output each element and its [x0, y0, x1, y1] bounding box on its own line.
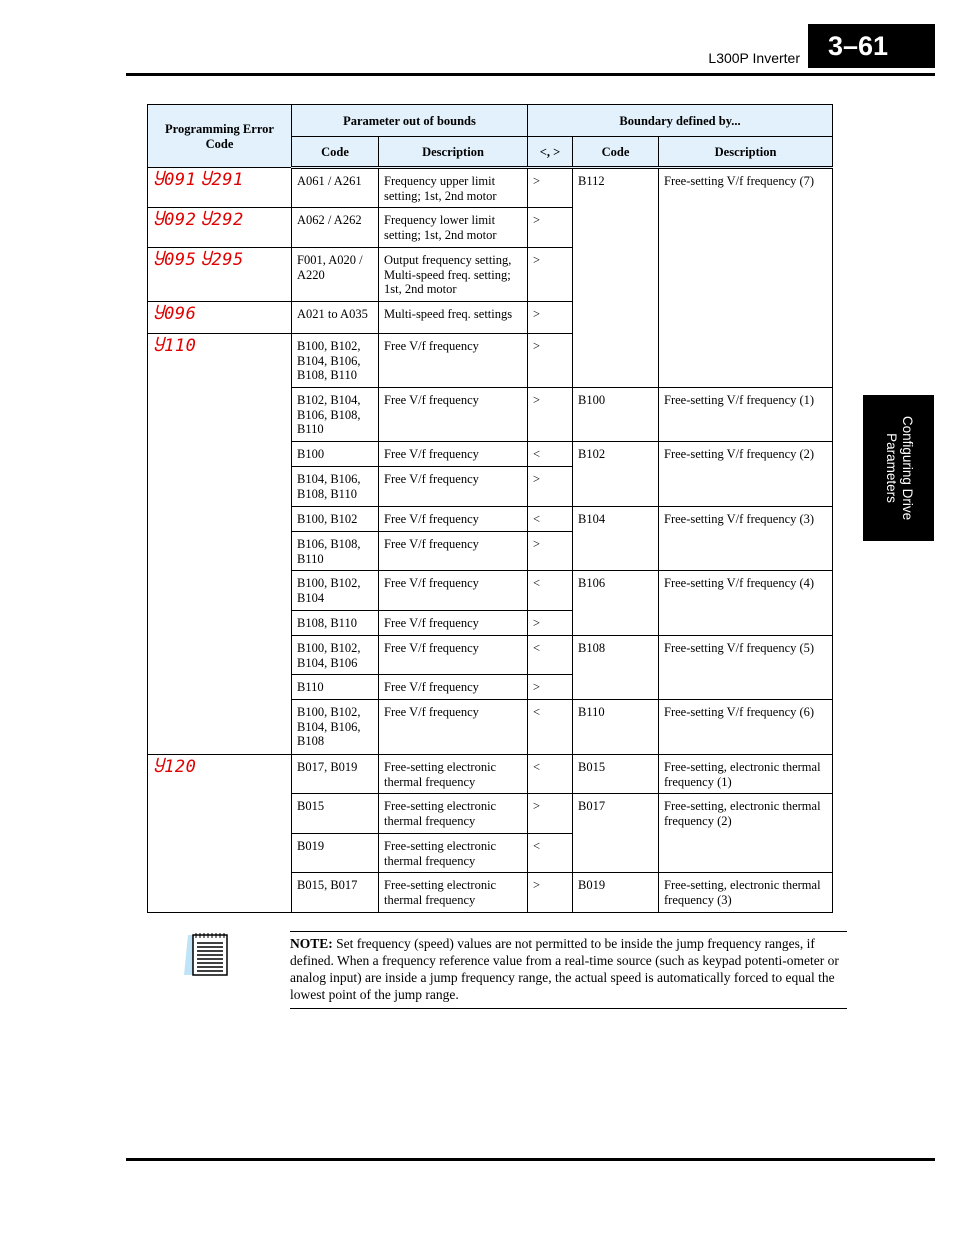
table-row: B015 Free-setting electronic thermal frequency > B017 Free-setting, electronic thermal frequency (2) — [148, 794, 833, 834]
table-row: B100 Free V/f frequency < B102 Free-setting V/f frequency (2) — [148, 442, 833, 467]
note-rule-bottom — [290, 1008, 847, 1009]
table-row: B106, B108, B110 Free V/f frequency > — [148, 532, 833, 571]
notepad-icon — [184, 931, 230, 977]
table-row: Ⴘ095 Ⴘ295 F001, A020 / A220 Output frequency setting, Multi-speed freq. setting; 1st, 2nd motor > — [148, 248, 833, 302]
parameter-bounds-table — [147, 104, 833, 913]
error-code-cell: Ⴘ095 Ⴘ295 — [148, 248, 292, 302]
chapter-tab — [863, 395, 934, 541]
table-row: B104, B106, B108, B110 Free V/f frequency > — [148, 467, 833, 507]
table-row: B019 Free-setting electronic thermal frequency < — [148, 834, 833, 873]
table-row: B102, B104, B106, B108, B110 Free V/f frequency > B100 Free-setting V/f frequency (1) — [148, 388, 833, 442]
manual-title: L300P Inverter — [708, 50, 800, 66]
table-row: Ⴘ091 Ⴘ291 A061 / A261 Frequency upper limit setting; 1st, 2nd motor > B112 Free-setting V/f frequency (7) — [148, 168, 833, 208]
table-row: B108, B110 Free V/f frequency > — [148, 611, 833, 636]
col-boundary-description: Description — [659, 137, 833, 168]
col-boundary-code: Code — [573, 137, 659, 168]
table-row: B100, B102 Free V/f frequency < B104 Free-setting V/f frequency (3) — [148, 507, 833, 532]
table-row: Ⴘ110 B100, B102, B104, B106, B108, B110 Free V/f frequency > — [148, 334, 833, 388]
footer-rule — [126, 1158, 935, 1161]
table-row: Ⴘ096 A021 to A035 Multi-speed freq. settings > — [148, 302, 833, 334]
error-code-cell: Ⴘ096 — [148, 302, 292, 334]
col-boundary: Boundary defined by... — [528, 105, 833, 137]
table-row: Ⴘ120 B017, B019 Free-setting electronic thermal frequency < B015 Free-setting, electronic thermal frequency (1) — [148, 755, 833, 794]
note-paragraph: NOTE: Set frequency (speed) values are not permitted to be inside the jump frequency ranges, if defined. When a frequency reference value from a real-time source (such as keypad potenti-ometer or analog input) are inside a jump frequency range, the actual speed is automatically forced to equal the lowest point of the jump range. — [290, 936, 839, 1002]
error-code-cell: Ⴘ091 Ⴘ291 — [148, 168, 292, 208]
table-row: B100, B102, B104, B106, B108 Free V/f frequency < B110 Free-setting V/f frequency (6) — [148, 700, 833, 755]
table-row: B015, B017 Free-setting electronic thermal frequency > B019 Free-setting, electronic thermal frequency (3) — [148, 873, 833, 913]
table-row: Ⴘ092 Ⴘ292 A062 / A262 Frequency lower limit setting; 1st, 2nd motor > — [148, 208, 833, 248]
col-compare: <, > — [528, 137, 573, 168]
chapter-tab-label: Configuring Drive Parameters — [883, 415, 915, 521]
note-rule-top — [290, 931, 847, 932]
col-description: Description — [379, 137, 528, 168]
page-number: 3–61 — [808, 24, 935, 68]
col-out-of-bounds: Parameter out of bounds — [292, 105, 528, 137]
error-code-cell: Ⴘ110 — [148, 334, 292, 755]
col-error-code: Programming Error Code — [148, 105, 292, 168]
table-row: B100, B102, B104 Free V/f frequency < B106 Free-setting V/f frequency (4) — [148, 571, 833, 611]
error-code-cell: Ⴘ120 — [148, 755, 292, 913]
error-code-cell: Ⴘ092 Ⴘ292 — [148, 208, 292, 248]
header-rule — [126, 73, 935, 76]
table-row: B110 Free V/f frequency > — [148, 675, 833, 700]
table-row: B100, B102, B104, B106 Free V/f frequency < B108 Free-setting V/f frequency (5) — [148, 636, 833, 675]
col-code: Code — [292, 137, 379, 168]
